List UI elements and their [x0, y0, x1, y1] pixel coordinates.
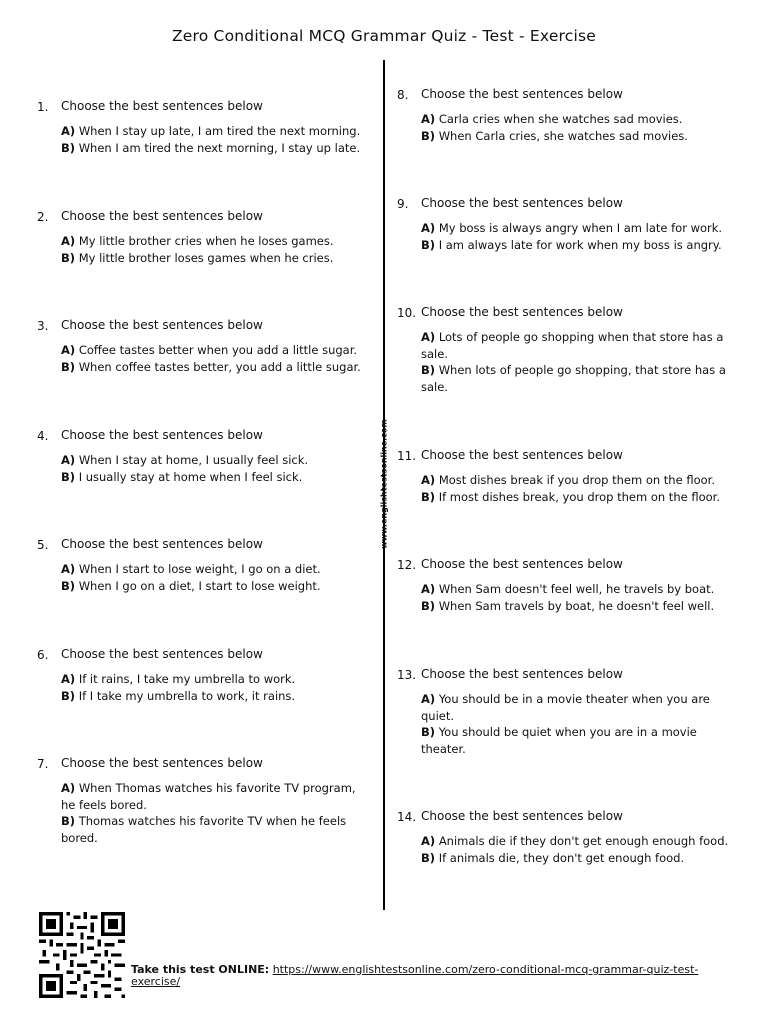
option-b[interactable]: B) When I go on a diet, I start to lose weight.	[61, 578, 321, 593]
question-prompt: Choose the best sentences below	[421, 809, 623, 823]
page-title: Zero Conditional MCQ Grammar Quiz - Test - Exercise	[171, 27, 597, 45]
question-5	[37, 536, 371, 594]
option-b[interactable]: B) If most dishes break, you drop them on the floor.	[421, 489, 720, 504]
option-b[interactable]: B) When coffee tastes better, you add a little sugar.	[61, 359, 361, 374]
option-b[interactable]: B) You should be quiet when you are in a movie theater.	[421, 725, 697, 756]
option-b[interactable]: B) I am always late for work when my boss is angry.	[421, 237, 722, 252]
qr-code-icon[interactable]	[37, 912, 127, 998]
question-3	[37, 317, 371, 375]
option-b[interactable]: B) When Sam travels by boat, he doesn't feel well.	[421, 598, 715, 613]
question-number: 11.	[397, 449, 417, 463]
option-b[interactable]: B) When lots of people go shopping, that store has a sale.	[421, 363, 726, 394]
footer-label: Take this test ONLINE:	[131, 963, 270, 976]
question-number: 10.	[397, 306, 417, 320]
option-b[interactable]: B) If animals die, they don't get enough food.	[421, 850, 685, 865]
question-11	[397, 447, 736, 505]
option-a[interactable]: A) When Sam doesn't feel well, he travels by boat.	[421, 582, 715, 596]
question-number: 6.	[37, 648, 49, 662]
question-prompt: Choose the best sentences below	[61, 318, 263, 332]
question-number: 13.	[397, 668, 417, 682]
option-a[interactable]: A) When Thomas watches his favorite TV program, he feels bored.	[61, 781, 356, 812]
option-a[interactable]: A) Coffee tastes better when you add a little sugar.	[61, 343, 358, 357]
question-number: 12.	[397, 558, 417, 572]
question-number: 5.	[37, 538, 49, 552]
question-prompt: Choose the best sentences below	[61, 209, 263, 223]
footer	[131, 964, 711, 988]
question-prompt: Choose the best sentences below	[61, 647, 263, 661]
question-number: 8.	[397, 88, 409, 102]
option-a[interactable]: A) You should be in a movie theater when you are quiet.	[421, 692, 710, 723]
option-a[interactable]: A) When I start to lose weight, I go on a diet.	[61, 562, 321, 576]
question-number: 2.	[37, 210, 49, 224]
question-prompt: Choose the best sentences below	[421, 667, 623, 681]
option-b[interactable]: B) Thomas watches his favorite TV when he feels bored.	[61, 814, 347, 845]
option-b[interactable]: B) If I take my umbrella to work, it rains.	[61, 688, 296, 703]
option-a[interactable]: A) Lots of people go shopping when that store has a sale.	[421, 330, 724, 361]
question-prompt: Choose the best sentences below	[61, 99, 263, 113]
question-prompt: Choose the best sentences below	[421, 305, 623, 319]
question-prompt: Choose the best sentences below	[421, 87, 623, 101]
question-13	[397, 666, 721, 757]
question-4	[37, 427, 371, 485]
question-prompt: Choose the best sentences below	[61, 537, 263, 551]
question-number: 3.	[37, 319, 49, 333]
question-number: 7.	[37, 757, 49, 771]
question-14	[397, 808, 736, 866]
option-a[interactable]: A) When I stay at home, I usually feel sick.	[61, 453, 309, 467]
option-a[interactable]: A) Most dishes break if you drop them on the floor.	[421, 473, 715, 487]
option-b[interactable]: B) When I am tired the next morning, I stay up late.	[61, 140, 361, 155]
option-a[interactable]: A) My boss is always angry when I am late for work.	[421, 221, 723, 235]
question-number: 9.	[397, 197, 409, 211]
option-a[interactable]: A) Animals die if they don't get enough enough food.	[421, 834, 729, 848]
question-prompt: Choose the best sentences below	[421, 557, 623, 571]
question-prompt: Choose the best sentences below	[421, 196, 623, 210]
question-9	[397, 195, 736, 253]
option-b[interactable]: B) I usually stay at home when I feel sick.	[61, 469, 303, 484]
option-b[interactable]: B) My little brother loses games when he cries.	[61, 250, 334, 265]
question-12	[397, 556, 736, 614]
question-6	[37, 646, 371, 704]
question-10	[397, 304, 733, 395]
question-7	[37, 755, 361, 846]
question-1	[37, 98, 371, 156]
option-a[interactable]: A) When I stay up late, I am tired the next morning.	[61, 124, 361, 138]
option-a[interactable]: A) My little brother cries when he loses games.	[61, 234, 334, 248]
option-a[interactable]: A) If it rains, I take my umbrella to work.	[61, 672, 296, 686]
question-number: 14.	[397, 810, 417, 824]
question-8	[397, 86, 736, 144]
question-2	[37, 208, 371, 266]
question-number: 4.	[37, 429, 49, 443]
option-a[interactable]: A) Carla cries when she watches sad movies.	[421, 112, 683, 126]
side-url: www.englishtestsonline.com	[379, 419, 389, 549]
question-prompt: Choose the best sentences below	[421, 448, 623, 462]
question-prompt: Choose the best sentences below	[61, 756, 263, 770]
footer-link[interactable]: https://www.englishtestsonline.com/zero-conditional-mcq-grammar-quiz-test-exercise/	[131, 963, 699, 988]
question-number: 1.	[37, 100, 49, 114]
question-prompt: Choose the best sentences below	[61, 428, 263, 442]
option-b[interactable]: B) When Carla cries, she watches sad movies.	[421, 128, 688, 143]
